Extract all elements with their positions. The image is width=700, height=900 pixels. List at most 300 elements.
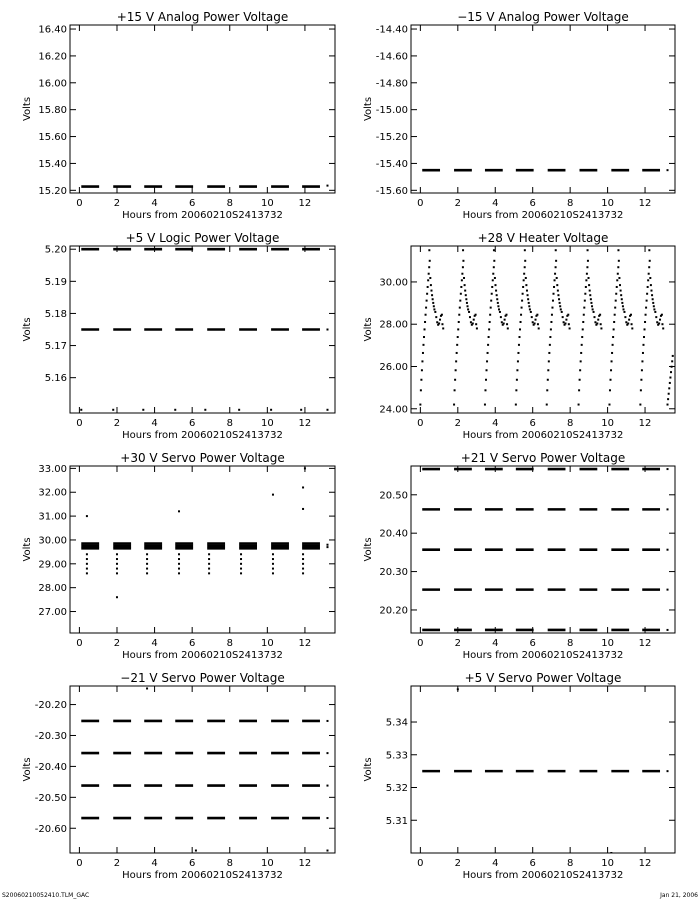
x-tick-label: 6 [188, 198, 196, 209]
outlier-point [326, 329, 328, 331]
outlier-point [302, 563, 304, 565]
x-tick-label: 10 [601, 638, 614, 649]
heater-point [649, 277, 651, 279]
heater-point [555, 249, 557, 251]
heater-point [658, 322, 660, 324]
x-tick-label: 4 [151, 418, 158, 429]
heater-point [671, 360, 673, 362]
plot-frame [411, 246, 675, 413]
heater-point [569, 327, 571, 329]
heater-point [527, 298, 529, 300]
x-tick-label: 6 [188, 858, 196, 869]
heater-point [590, 302, 592, 304]
heater-point [579, 379, 581, 381]
outlier-point [204, 409, 206, 411]
heater-point [554, 279, 556, 281]
heater-point [422, 352, 424, 354]
y-tick-label: -14.80 [375, 78, 408, 90]
heater-point [600, 323, 602, 325]
heater-point [499, 311, 501, 313]
heater-point [585, 279, 587, 281]
plot-6 [363, 451, 675, 661]
heater-point [644, 321, 646, 323]
plot-frame [70, 686, 335, 853]
heater-point [425, 314, 427, 316]
heater-point [517, 352, 519, 354]
heater-point [462, 249, 464, 251]
heater-point [621, 302, 623, 304]
heater-point [627, 322, 629, 324]
heater-point [422, 344, 424, 346]
y-tick-label: 5.34 [385, 717, 408, 729]
heater-point [557, 290, 559, 292]
outlier-point [86, 568, 88, 570]
outlier-point [112, 409, 114, 411]
heater-point [653, 308, 655, 310]
y-tick-label: -20.30 [34, 730, 67, 742]
y-tick-label: 16.20 [38, 51, 67, 63]
heater-point [494, 277, 496, 279]
heater-point [645, 314, 647, 316]
heater-point [614, 307, 616, 309]
heater-point [457, 336, 459, 338]
heater-point [597, 319, 599, 321]
heater-point [454, 379, 456, 381]
x-axis-label: Hours from 20060210S2413732 [462, 430, 624, 441]
outlier-point [116, 553, 118, 555]
heater-point [652, 302, 654, 304]
heater-point [485, 379, 487, 381]
x-tick-label: 12 [638, 198, 652, 209]
heater-point [424, 321, 426, 323]
x-tick-label: 6 [529, 858, 536, 869]
heater-point [455, 369, 457, 371]
heater-point [432, 298, 434, 300]
outlier-point [146, 568, 148, 570]
x-tick-label: 0 [417, 418, 424, 429]
outlier-point [326, 752, 328, 754]
outlier-point [146, 687, 148, 689]
outlier-point [86, 553, 88, 555]
heater-point [647, 286, 649, 288]
y-tick-label: 30.00 [379, 277, 408, 289]
x-tick-label: 8 [226, 418, 233, 429]
heater-point [454, 389, 456, 391]
heater-point [525, 277, 527, 279]
heater-point [643, 336, 645, 338]
outlier-point [146, 563, 148, 565]
outlier-point [326, 850, 328, 852]
heater-point [622, 305, 624, 307]
x-tick-label: 6 [188, 638, 196, 649]
heater-point [550, 328, 552, 330]
x-tick-label: 10 [601, 418, 614, 429]
y-tick-label: 15.40 [38, 158, 67, 170]
heater-point [549, 344, 551, 346]
plot-title: +21 V Servo Power Voltage [460, 451, 626, 465]
heater-point [617, 266, 619, 268]
outlier-point [174, 409, 176, 411]
heater-point [464, 284, 466, 286]
heater-point [553, 286, 555, 288]
y-tick-label: -15.60 [375, 185, 408, 197]
heater-point [671, 366, 673, 368]
heater-point [593, 316, 595, 318]
y-tick-label: 16.40 [38, 24, 67, 36]
outlier-point [86, 563, 88, 565]
heater-point [459, 300, 461, 302]
heater-point [584, 300, 586, 302]
heater-point [631, 323, 633, 325]
heater-point [582, 321, 584, 323]
heater-point [489, 314, 491, 316]
heater-point [439, 319, 441, 321]
heater-point [580, 352, 582, 354]
heater-point [654, 311, 656, 313]
outlier-point [116, 563, 118, 565]
outlier-point [238, 409, 240, 411]
y-tick-label: 15.80 [38, 105, 67, 117]
heater-point [428, 249, 430, 251]
heater-point [659, 319, 661, 321]
x-tick-label: 2 [113, 638, 121, 649]
x-tick-label: 12 [298, 638, 312, 649]
y-tick-label: 15.60 [38, 132, 67, 144]
heater-point [460, 286, 462, 288]
outlier-point [667, 770, 669, 772]
heater-point [535, 319, 537, 321]
heater-point [610, 379, 612, 381]
heater-point [486, 360, 488, 362]
outlier-point [116, 568, 118, 570]
x-axis-label: Hours from 20060210S2413732 [462, 870, 624, 881]
outlier-point [667, 169, 669, 171]
heater-point [529, 308, 531, 310]
x-tick-label: 8 [566, 858, 574, 869]
outlier-point [240, 572, 242, 574]
heater-point [464, 290, 466, 292]
heater-point [551, 314, 553, 316]
heater-point [472, 322, 474, 324]
heater-point [568, 323, 570, 325]
x-tick-label: 6 [529, 418, 536, 429]
y-tick-label: -14.40 [375, 24, 408, 36]
heater-point [552, 300, 554, 302]
heater-point [640, 379, 642, 381]
x-tick-label: 4 [492, 198, 499, 209]
outlier-point [240, 563, 242, 565]
outlier-point [272, 568, 274, 570]
heater-point [645, 307, 647, 309]
heater-point [487, 352, 489, 354]
heater-point [523, 273, 525, 275]
x-axis-label: Hours from 20060210S2413732 [462, 650, 624, 661]
outlier-point [302, 508, 304, 510]
heater-point [619, 284, 621, 286]
heater-point [648, 266, 650, 268]
heater-point [618, 277, 620, 279]
heater-point [522, 293, 524, 295]
x-tick-label: 4 [151, 198, 158, 209]
outlier-point [240, 568, 242, 570]
x-tick-label: 10 [601, 198, 614, 209]
outlier-point [270, 409, 272, 411]
heater-point [565, 319, 567, 321]
plot-frame [411, 466, 675, 633]
plot-title: +28 V Heater Voltage [477, 231, 609, 245]
heater-point [651, 294, 653, 296]
heater-point [460, 293, 462, 295]
x-axis-label: Hours from 20060210S2413732 [122, 870, 283, 881]
heater-point [583, 314, 585, 316]
heater-point [484, 404, 486, 406]
outlier-point [208, 563, 210, 565]
heater-point [486, 369, 488, 371]
y-tick-label: 5.31 [385, 815, 408, 827]
heater-point [650, 290, 652, 292]
heater-point [583, 307, 585, 309]
outlier-point [178, 572, 180, 574]
heater-point [527, 294, 529, 296]
heater-point [548, 360, 550, 362]
heater-point [493, 249, 495, 251]
y-tick-label: 20.50 [379, 490, 408, 502]
outlier-point [86, 515, 88, 517]
heater-point [525, 284, 527, 286]
heater-point [588, 277, 590, 279]
y-tick-label: -20.40 [34, 761, 67, 773]
heater-point [656, 321, 658, 323]
heater-point [520, 314, 522, 316]
heater-point [488, 328, 490, 330]
outlier-point [272, 558, 274, 560]
heater-point [649, 260, 651, 262]
heater-point [561, 311, 563, 313]
heater-point [623, 311, 625, 313]
plot-1 [22, 10, 335, 221]
x-tick-label: 0 [417, 858, 424, 869]
plot-frame [70, 25, 335, 193]
y-tick-label: 5.18 [44, 308, 67, 320]
outlier-point [667, 508, 669, 510]
outlier-point [302, 486, 304, 488]
heater-point [672, 355, 674, 357]
heater-point [426, 300, 428, 302]
heater-point [470, 321, 472, 323]
heater-point [488, 336, 490, 338]
outlier-point [304, 467, 306, 469]
heater-point [599, 314, 601, 316]
heater-point [589, 294, 591, 296]
plot-data [422, 688, 668, 854]
heater-point [426, 293, 428, 295]
outlier-point [195, 850, 197, 852]
x-tick-label: 10 [260, 198, 274, 209]
heater-point [653, 305, 655, 307]
y-axis-label: Volts [22, 96, 33, 122]
outlier-point [146, 553, 148, 555]
x-tick-label: 0 [76, 198, 83, 209]
heater-point [610, 369, 612, 371]
heater-point [441, 323, 443, 325]
heater-point [554, 273, 556, 275]
heater-point [621, 298, 623, 300]
heater-point [462, 266, 464, 268]
heater-point [550, 321, 552, 323]
heater-point [469, 316, 471, 318]
heater-point [526, 290, 528, 292]
heater-point [497, 305, 499, 307]
heater-point [428, 266, 430, 268]
y-tick-label: -15.40 [375, 158, 408, 170]
plot-title: −21 V Servo Power Voltage [120, 671, 285, 685]
y-tick-label: 16.00 [38, 78, 67, 90]
heater-point [538, 327, 540, 329]
outlier-point [302, 553, 304, 555]
outlier-point [240, 553, 242, 555]
y-tick-label: 5.19 [44, 276, 67, 288]
heater-point [467, 305, 469, 307]
heater-point [587, 249, 589, 251]
heater-point [590, 298, 592, 300]
outlier-point [302, 568, 304, 570]
heater-point [661, 314, 663, 316]
heater-point [560, 308, 562, 310]
plot-title: +5 V Logic Power Voltage [125, 231, 280, 245]
y-tick-label: 5.33 [385, 750, 408, 762]
heater-point [641, 360, 643, 362]
heater-point [609, 389, 611, 391]
x-tick-label: 4 [492, 418, 499, 429]
y-tick-label: 20.40 [379, 528, 408, 540]
y-tick-label: 32.00 [38, 487, 67, 499]
plot-data [422, 468, 668, 631]
heater-point [524, 260, 526, 262]
heater-point [578, 389, 580, 391]
heater-point [556, 284, 558, 286]
heater-point [591, 305, 593, 307]
heater-point [587, 260, 589, 262]
heater-point [536, 314, 538, 316]
heater-point [519, 328, 521, 330]
heater-point [616, 279, 618, 281]
plot-data [81, 467, 328, 598]
heater-point [620, 294, 622, 296]
heater-point [558, 298, 560, 300]
heater-point [625, 321, 627, 323]
outlier-point [116, 558, 118, 560]
heater-point [491, 286, 493, 288]
outlier-point [272, 494, 274, 496]
y-tick-label: 33.00 [38, 463, 67, 475]
x-tick-label: 8 [226, 858, 233, 869]
heater-point [457, 328, 459, 330]
outlier-point [667, 549, 669, 551]
heater-point [582, 328, 584, 330]
heater-point [425, 307, 427, 309]
y-tick-label: 26.00 [379, 361, 408, 373]
heater-point [589, 290, 591, 292]
heater-point [620, 290, 622, 292]
x-tick-label: 4 [492, 858, 499, 869]
heater-point [559, 305, 561, 307]
plot-title: −15 V Analog Power Voltage [457, 10, 629, 24]
x-tick-label: 0 [76, 418, 83, 429]
heater-point [615, 293, 617, 295]
heater-point [506, 323, 508, 325]
heater-point [453, 404, 455, 406]
heater-point [667, 398, 669, 400]
outlier-point [326, 817, 328, 819]
heater-point [433, 305, 435, 307]
heater-point [516, 369, 518, 371]
heater-point [497, 302, 499, 304]
heater-point [667, 404, 669, 406]
heater-point [600, 327, 602, 329]
x-tick-label: 8 [226, 198, 233, 209]
heater-point [669, 382, 671, 384]
heater-point [427, 279, 429, 281]
heater-point [557, 294, 559, 296]
y-tick-label: 27.00 [38, 607, 67, 619]
heater-point [668, 387, 670, 389]
heater-point [547, 369, 549, 371]
outlier-point [326, 409, 328, 411]
outlier-point [326, 185, 328, 187]
heater-point [623, 308, 625, 310]
outlier-point [326, 785, 328, 787]
heater-point [642, 344, 644, 346]
heater-point [551, 307, 553, 309]
heater-point [532, 321, 534, 323]
outlier-point [208, 568, 210, 570]
x-tick-label: 12 [298, 418, 312, 429]
heater-point [640, 389, 642, 391]
heater-point [579, 369, 581, 371]
heater-point [617, 273, 619, 275]
heater-point [655, 316, 657, 318]
heater-point [646, 293, 648, 295]
heater-point [428, 273, 430, 275]
heater-point [613, 328, 615, 330]
heater-point [505, 314, 507, 316]
heater-point [500, 316, 502, 318]
heater-point [523, 279, 525, 281]
heater-point [492, 273, 494, 275]
heater-point [608, 404, 610, 406]
plot-data [81, 687, 328, 851]
heater-point [516, 379, 518, 381]
heater-point [546, 389, 548, 391]
heater-point [555, 266, 557, 268]
plot-frame [70, 466, 335, 633]
y-axis-label: Volts [22, 317, 33, 342]
outlier-point [300, 409, 302, 411]
heater-point [528, 302, 530, 304]
heater-point [430, 290, 432, 292]
x-tick-label: 2 [454, 418, 461, 429]
heater-point [518, 336, 520, 338]
x-tick-label: 8 [566, 638, 574, 649]
footer-date: Jan 21, 2006 [660, 892, 698, 899]
heater-point [524, 249, 526, 251]
heater-point [650, 284, 652, 286]
y-axis-label: Volts [363, 537, 374, 562]
heater-point [585, 286, 587, 288]
heater-point [492, 279, 494, 281]
heater-point [615, 300, 617, 302]
heater-point [468, 311, 470, 313]
